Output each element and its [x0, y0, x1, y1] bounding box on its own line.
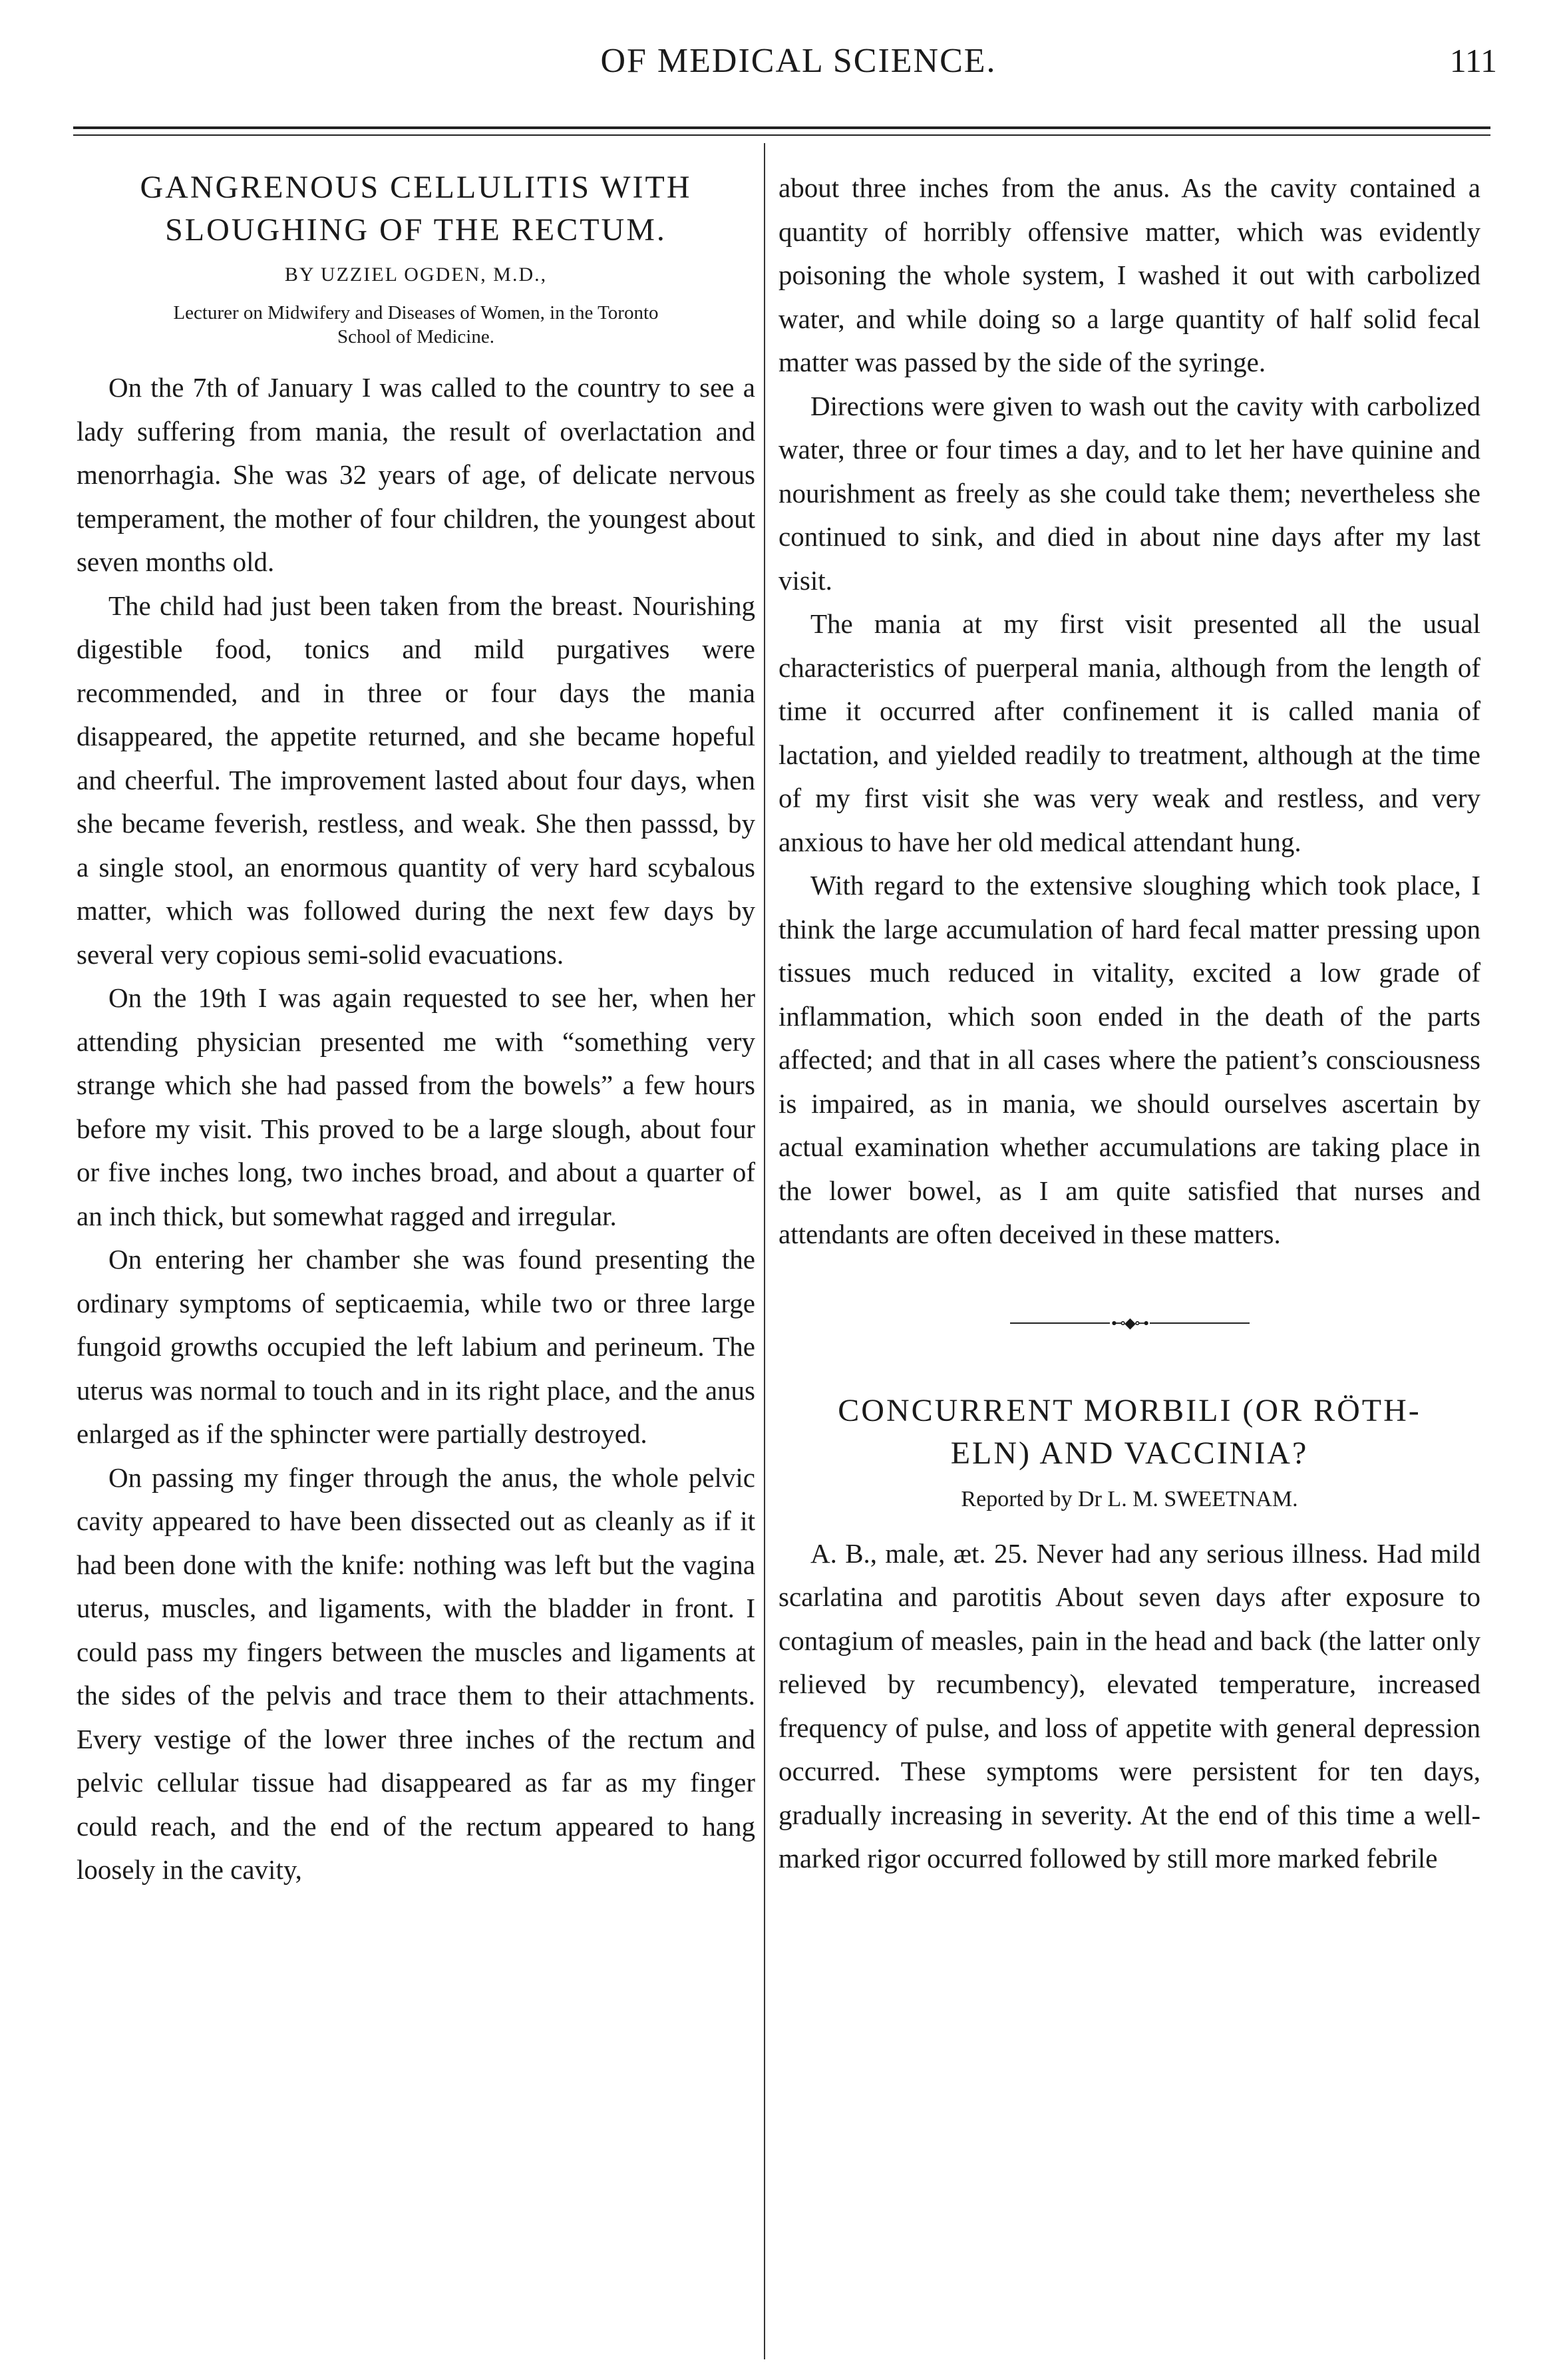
- article-title-line-1: CONCURRENT MORBILI (OR RÖTH-: [838, 1392, 1421, 1428]
- paragraph-continued: about three inches from the anus. As the cavity contained a quantity of horribly offensive matter, which was evidently poisoning the whole system, I washed it out with carbolized water, and while doing so a large quantity of half solid fecal matter was passed by the side of the syringe.: [778, 172, 1480, 377]
- article-title-line-2: ELN) AND VACCINIA?: [950, 1435, 1309, 1471]
- paragraph: On the 19th I was again requested to see her, when her attending physician presented me with “something very strange which she had passed from the bowels” a few hours before my visit. This proved to be a large slough, about four or five inches long, two inches broad, and about a quarter of an inch thick, but somewhat ragged and irregular.: [77, 982, 755, 1231]
- page-number: 111: [1449, 42, 1497, 79]
- right-column: [778, 166, 1480, 1881]
- running-title: OF MEDICAL SCIENCE.: [600, 42, 997, 80]
- paragraph: The child had just been taken from the breast. Nourishing digestible food, tonics and mild purgatives were recommended, and in three or four days the mania disappeared, the appetite returned, and she became hopeful and cheerful. The improvement lasted about four days, when she became feverish, restless, and weak. She then passsd, by a single stool, an enormous quantity of very hard scybalous matter, which was followed during the next few days by several very copious semi-solid evacuations.: [77, 590, 755, 970]
- affiliation-line-1: Lecturer on Midwifery and Diseases of Women, in the Toronto: [173, 302, 659, 323]
- header-rule-thin: [73, 134, 1490, 136]
- paragraph: With regard to the extensive sloughing which took place, I think the large accumulation of hard fecal matter pressing upon tissues much reduced in vitality, excited a low grade of inflammation, which soon ended in the death of the parts affected; and that in all cases where the patient’s consciousness is impaired, as in mania, we should ourselves ascertain by actual examination whether accumulations are taking place in the lower bowel, as I am quite satisfied that nurses and attendants are often deceived in these matters.: [778, 870, 1480, 1249]
- article-title: [77, 166, 755, 252]
- ornament-icon: ⊷◆⊶: [1110, 1316, 1150, 1330]
- section-divider: [1010, 1316, 1250, 1330]
- reported-by: Reported by Dr L. M. SWEETNAM.: [961, 1486, 1298, 1511]
- column-divider: [764, 143, 765, 2359]
- article-title-line-1: GANGRENOUS CELLULITIS WITH: [140, 170, 692, 205]
- paragraph: On passing my finger through the anus, the whole pelvic cavity appeared to have been dissected out as cleanly as if it had been done with the knife: nothing was left but the vagina uterus, muscles, and ligaments, with the bladder in front. I could pass my fingers between the muscles and ligaments at the sides of the pelvis and trace them to their attachments. Every vestige of the lower three inches of the rectum and pelvic cellular tissue had disappeared as far as my finger could reach, and the end of the rectum appeared to hang loosely in the cavity,: [77, 1462, 755, 1885]
- paragraph: The mania at my first visit presented all the usual characteristics of puerperal mania, although from the length of time it occurred after confinement it is called mania of lactation, and yielded readily to treatment, although at the time of my first visit she was very weak and restless, and very anxious to have her old medical attendant hung.: [778, 608, 1480, 857]
- running-head: [0, 41, 1557, 95]
- paragraph: On entering her chamber she was found presenting the ordinary symptoms of septicaemia, while two or three large fungoid growths occupied the left labium and perineum. The uterus was normal to touch and in its right place, and the anus enlarged as if the sphincter were partially destroyed.: [77, 1244, 755, 1449]
- paragraph: A. B., male, æt. 25. Never had any serious illness. Had mild scarlatina and parotitis About seven days after exposure to contagium of measles, pain in the head and back (the latter only relieved by recumbency), elevated temperature, increased frequency of pulse, and loss of appetite with general depression occurred. These symptoms were persistent for ten days, gradually increasing in severity. At the end of this time a well-marked rigor occurred followed by still more marked febrile: [778, 1537, 1480, 1874]
- paragraph: On the 7th of January I was called to the country to see a lady suffering from mania, the result of overlactation and menorrhagia. She was 32 years of age, of delicate nervous temperament, the mother of four children, the youngest about seven months old.: [77, 372, 755, 577]
- author-affiliation: [77, 301, 755, 349]
- article-title-line-2: SLOUGHING OF THE RECTUM.: [165, 212, 667, 248]
- paragraph: Directions were given to wash out the cavity with carbolized water, three or four times a day, and to let her have quinine and nourishment as freely as she could take them; nevertheless she continued to sink, and died in about nine days after my last visit.: [778, 390, 1480, 596]
- article-byline: BY UZZIEL OGDEN, M.D.,: [284, 264, 548, 286]
- left-column: [77, 166, 755, 1892]
- affiliation-line-2: School of Medicine.: [337, 326, 494, 347]
- article-title: [778, 1390, 1480, 1475]
- header-rule: [73, 126, 1490, 129]
